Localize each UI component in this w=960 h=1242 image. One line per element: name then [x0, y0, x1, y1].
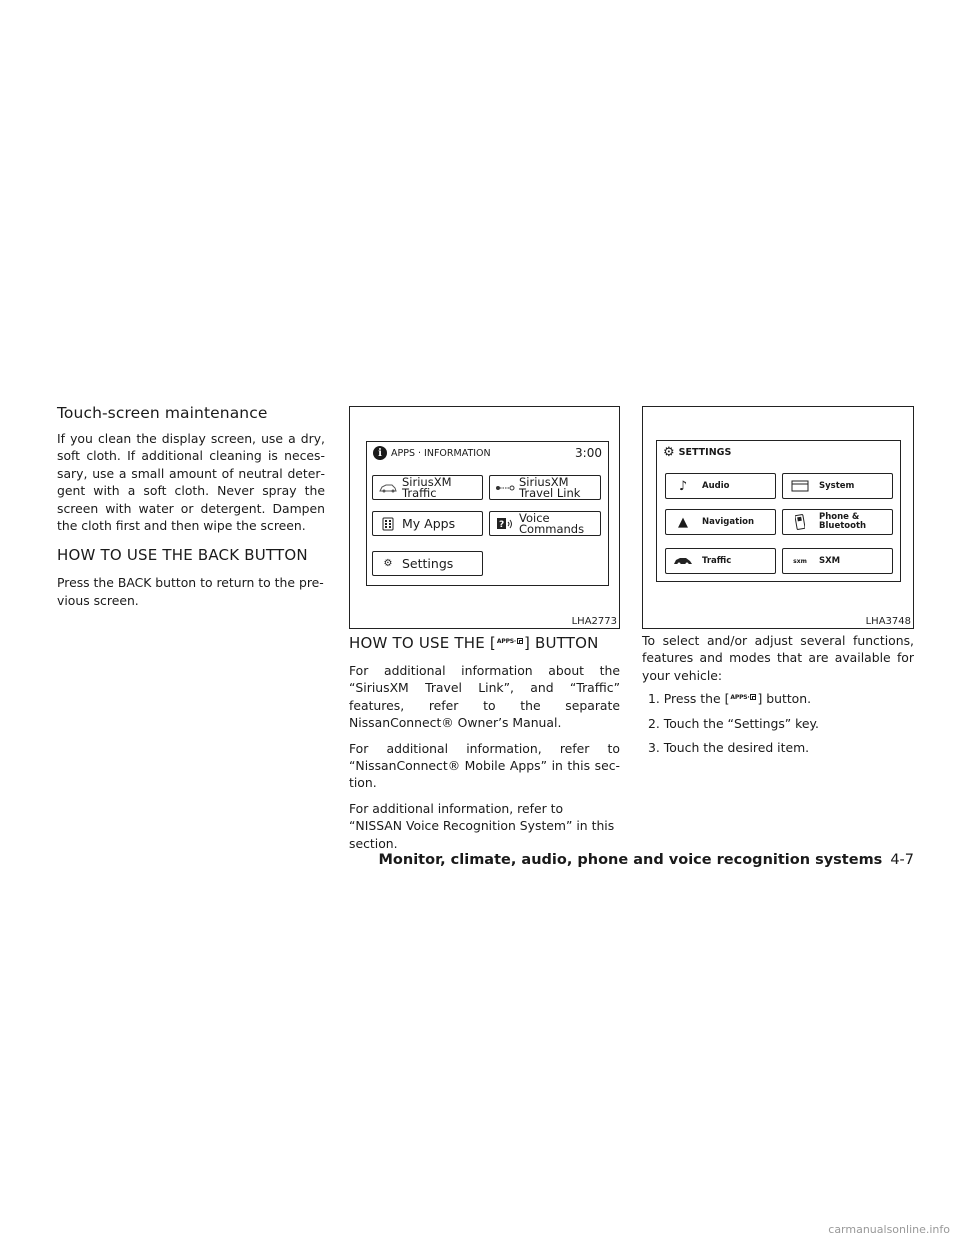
voice-commands-button[interactable]	[489, 511, 601, 536]
button-label-line1: Voice	[519, 510, 550, 525]
list-item: 2. Touch the “Settings” key.	[648, 715, 819, 731]
my-apps-icon	[377, 517, 399, 531]
gear-icon: ⚙	[663, 444, 675, 460]
apps-paragraph-3: For additional information, refer to “NISSAN Voice Recognition System” in this section.	[349, 800, 615, 851]
heading-text-post: ] BUTTON	[523, 634, 599, 652]
button-label-line2: Travel Link	[519, 485, 581, 500]
phone-bluetooth-button[interactable]	[782, 509, 893, 535]
system-icon	[787, 480, 813, 492]
music-note-icon: ♪	[678, 478, 688, 494]
apps-glyph-text: APPS·	[496, 637, 516, 645]
screen-header	[657, 441, 900, 463]
traffic-car-icon	[670, 556, 696, 566]
gear-icon: ⚙	[383, 558, 393, 569]
navigation-button[interactable]	[665, 509, 776, 535]
phone-icon	[787, 514, 813, 530]
figure-label: LHA3748	[865, 616, 911, 627]
apps-paragraph-1: For additional information about the “SiriusXM Travel Link”, and “Traffic” features, refer to the separate NissanConnect® Owner’s Manual.	[349, 663, 620, 731]
apps-paragraph-2: For additional information, refer to “NissanConnect® Mobile Apps” in this section.	[349, 740, 620, 791]
apps-button-icon	[496, 638, 524, 646]
settings-figure	[642, 406, 914, 629]
button-label-line1: SiriusXM	[402, 474, 452, 489]
svg-text:?: ?	[499, 519, 505, 530]
system-button[interactable]	[782, 473, 893, 499]
my-apps-button[interactable]	[372, 511, 483, 536]
apps-button-section	[349, 632, 620, 860]
screen-header	[367, 442, 608, 464]
screen-title: SETTINGS	[678, 446, 732, 458]
touch-screen-maintenance-heading: Touch-screen maintenance	[57, 404, 268, 422]
heading-text-pre: HOW TO USE THE [	[349, 634, 496, 652]
page-footer	[379, 852, 915, 868]
button-label-line1: Settings	[402, 556, 454, 571]
watermark: carmanualsonline.info	[828, 1223, 950, 1236]
traffic-car-icon	[377, 483, 399, 493]
button-label-line2: Bluetooth	[819, 521, 867, 531]
apps-button-heading	[349, 632, 620, 654]
figure-label: LHA2773	[571, 616, 617, 627]
button-label-line1: Audio	[702, 480, 730, 491]
button-label-line1: Navigation	[702, 516, 754, 527]
settings-steps-section	[642, 632, 914, 763]
back-button-paragraph: Press the BACK button to return to the previous screen.	[57, 575, 324, 608]
traffic-button[interactable]	[665, 548, 776, 574]
apps-button-icon	[729, 694, 757, 702]
voice-commands-icon	[494, 517, 516, 531]
settings-steps-list	[648, 690, 914, 756]
screen-title: APPS · INFORMATION	[391, 447, 491, 459]
step-text-post: ] button.	[757, 691, 812, 707]
navigation-arrow-icon: ▲	[678, 514, 688, 530]
list-item: 3. Touch the desired item.	[648, 740, 810, 756]
settings-screen	[656, 440, 901, 582]
settings-button[interactable]	[372, 551, 483, 576]
sxm-icon: sxm	[793, 557, 807, 565]
button-label-line2: Commands	[519, 521, 585, 536]
settings-intro-paragraph: To select and/or adjust several functions, features and modes that are available for your vehicle:	[642, 633, 914, 683]
apps-information-screen	[366, 441, 609, 586]
clock-time: 3:00	[575, 446, 602, 460]
button-label-line1: SiriusXM	[519, 474, 569, 489]
list-item	[648, 690, 914, 707]
footer-section-title: Monitor, climate, audio, phone and voice recognition systems	[378, 852, 883, 868]
sxm-button[interactable]	[782, 548, 893, 574]
button-label-line1: My Apps	[402, 516, 456, 531]
info-icon: i	[373, 446, 387, 460]
button-label-line1: System	[819, 480, 855, 491]
button-label-line1: Phone &	[819, 512, 860, 522]
back-button-heading: HOW TO USE THE BACK BUTTON	[57, 546, 308, 565]
audio-button[interactable]	[665, 473, 776, 499]
button-label-line2: Traffic	[402, 485, 437, 500]
step-text-pre: 1. Press the [	[648, 691, 730, 707]
travel-link-icon	[494, 484, 516, 492]
siriusxm-travel-link-button[interactable]	[489, 475, 601, 500]
button-label-line1: Traffic	[702, 555, 732, 566]
apps-information-figure	[349, 406, 620, 629]
siriusxm-traffic-button[interactable]	[372, 475, 483, 500]
touch-screen-maintenance-paragraph: If you clean the display screen, use a dry, soft cloth. If additional cleaning is necessary, use a small amount of neutral detergent with a soft cloth. Never spray the screen with water or detergent. Dampen the cloth first and then wipe the screen.	[57, 431, 325, 534]
apps-glyph-text: APPS·	[730, 693, 750, 701]
page-number: 4-7	[890, 852, 914, 868]
button-label-line1: SXM	[819, 555, 841, 566]
left-column	[57, 402, 325, 617]
